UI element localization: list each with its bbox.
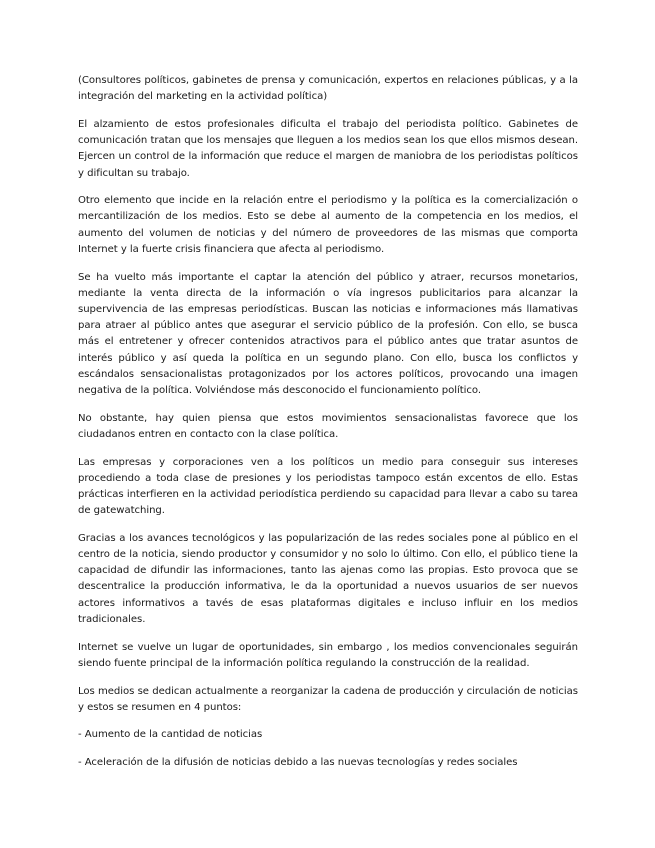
list-item-news-quantity: - Aumento de la cantidad de noticias <box>78 729 263 741</box>
list-item-news-acceleration: - Aceleración de la difusión de noticias debido a las nuevas tecnologías y redes sociales <box>78 757 518 769</box>
paragraph-professionals: El alzamiento de estos profesionales dificulta el trabajo del periodista político. Gabinetes de comunicación tratan que los mensajes que lleguen a los medios sean los que ellos mismos desean. Ejercen un control de la información que reduce el margen de maniobra de los periodistas políticos y dificultan su trabajo. <box>78 118 578 179</box>
paragraph-intro-note: (Consultores políticos, gabinetes de prensa y comunicación, expertos en relaciones públicas, y a la integración del marketing en la actividad política) <box>78 75 578 103</box>
document-page <box>78 73 578 783</box>
paragraph-technology: Gracias a los avances tecnológicos y las popularización de las redes sociales pone al público en el centro de la noticia, siendo productor y consumidor y no solo lo último. Con ello, el público tiene la capacidad de difundir las informaciones, tanto las ajenas como las propias. Esto provoca que se descentralice la producción informativa, le da la oportunidad a nuevos usuarios de ser nuevos actores informativos a tavés de esas plataformas digitales e incluso influir en los medios tradicionales. <box>78 532 578 625</box>
paragraph-public-attention: Se ha vuelto más importante el captar la atención del público y atraer, recursos monetarios, mediante la venta directa de la información o vía ingresos publicitarios para alcanzar la supervivencia de las empresas periodísticas. Buscan las noticias e informaciones más llamativas para atraer al público antes que asegurar el servicio público de la profesión. Con ello, se busca más el entretener y ofrecer contenidos atractivos para el público antes que tratar asuntos de interés público y así queda la política en un segundo plano. Con ello, busca los conflictos y escándalos sensacionalistas protagonizados por los actores políticos, provocando una imagen negativa de la política. Volviéndose más desconocido el funcionamiento político. <box>78 271 578 396</box>
paragraph-commercialization: Otro elemento que incide en la relación entre el periodismo y la política es la comercialización o mercantilización de los medios. Esto se debe al aumento de la competencia en los medios, el aumento del volumen de noticias y del número de proveedores de las mismas que comporta Internet y la fuerte crisis financiera que afecta al periodismo. <box>78 195 578 255</box>
paragraph-media-reorganization: Los medios se dedican actualmente a reorganizar la cadena de producción y circulación de noticias y estos se resumen en 4 puntos: <box>78 685 578 713</box>
paragraph-sensationalism: No obstante, hay quien piensa que estos movimientos sensacionalistas favorece que los ciudadanos entren en contacto con la clase política. <box>78 412 578 440</box>
paragraph-internet: Internet se vuelve un lugar de oportunidades, sin embargo , los medios convencionales seguirán siendo fuente principal de la información política regulando la construcción de la realidad. <box>78 641 578 669</box>
paragraph-corporations: Las empresas y corporaciones ven a los políticos un medio para conseguir sus intereses procediendo a toda clase de presiones y los periodistas tampoco están excentos de ello. Estas prácticas interfieren en la actividad periodística perdiendo su capacidad para llevar a cabo su tarea de gatewatching. <box>78 456 578 517</box>
